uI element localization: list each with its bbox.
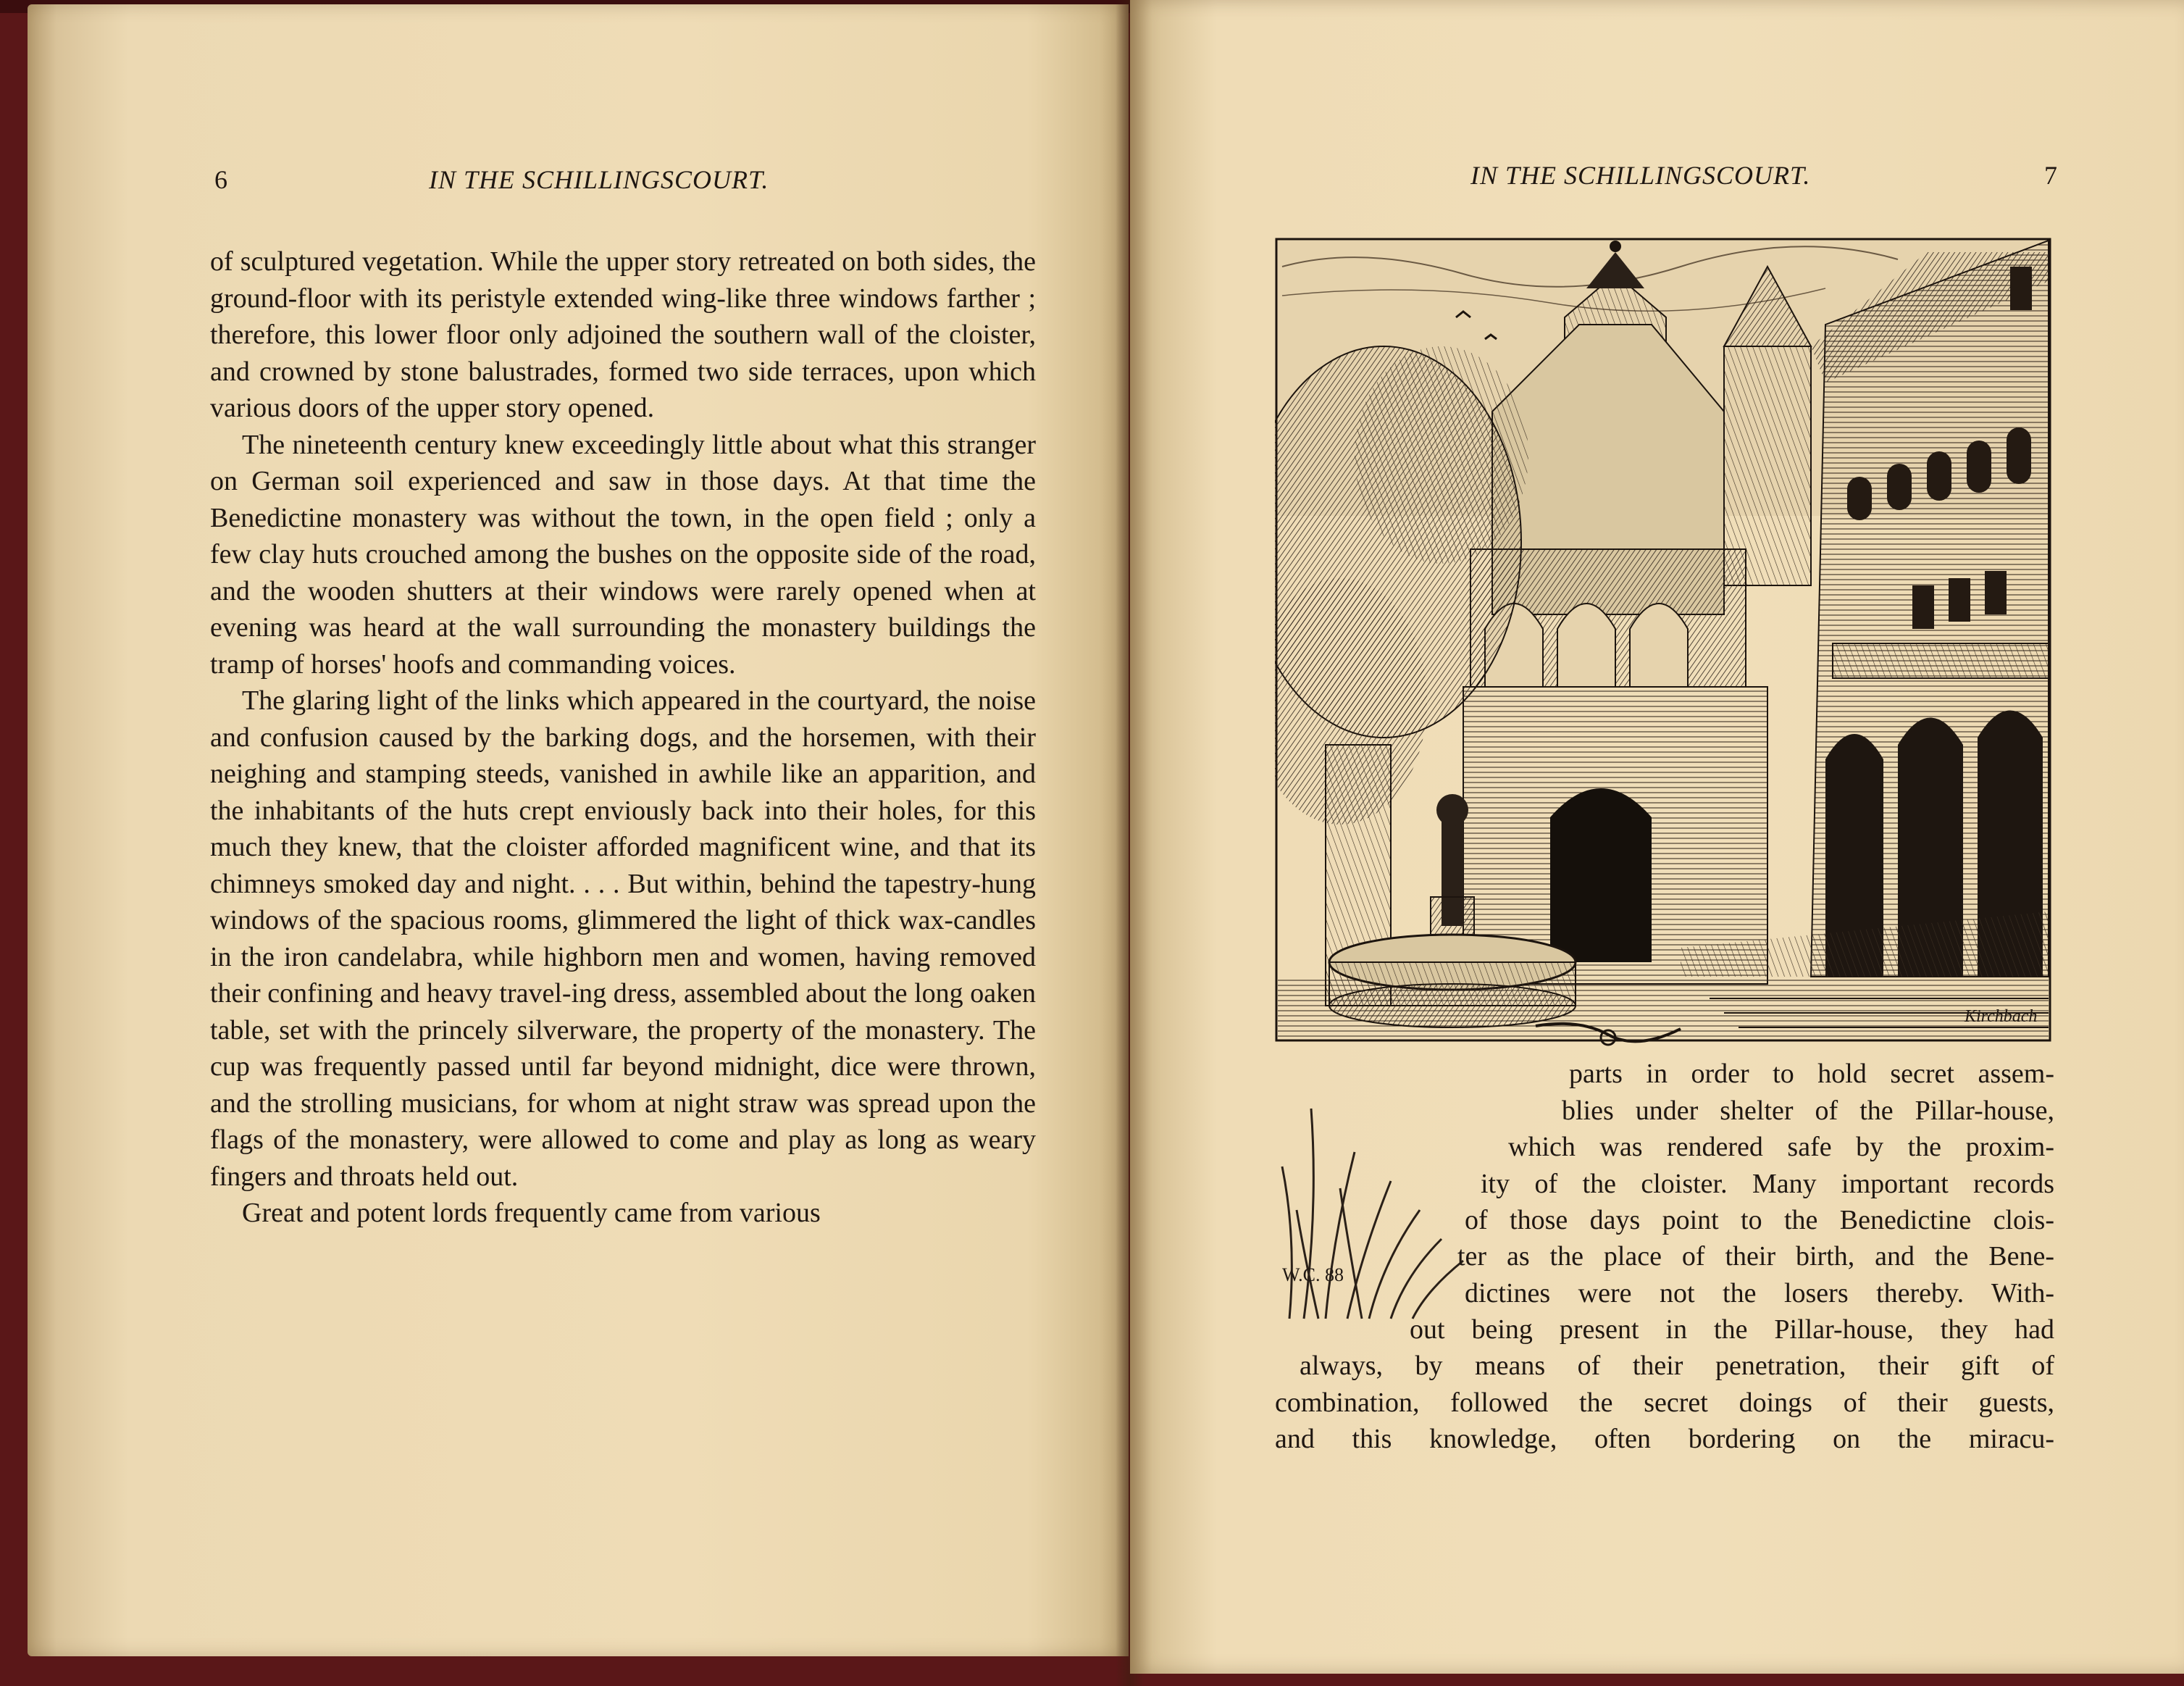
text-line: which was rendered safe by the proxim- <box>1508 1132 2054 1162</box>
courtyard-engraving-icon <box>1275 238 2051 1042</box>
text-line: out being present in the Pillar-house, they had <box>1410 1314 2054 1345</box>
right-running-title: IN THE SCHILLINGSCOURT. <box>1470 161 1811 190</box>
engraving-signature-left: W.C. 88 <box>1282 1264 1344 1285</box>
paragraph: of sculptured vegetation. While the upper story retreated on both sides, the ground-floor with its peristyle extended wing-like three windows farther ; therefore, this lower floor only adjoined the southern wall of the cloister, and crowned by stone balustrades, formed two side terraces, upon which various doors of the upper story opened. <box>210 246 1036 423</box>
paragraph: Great and potent lords frequently came from various <box>242 1198 821 1228</box>
text-line: blies under shelter of the Pillar-house, <box>1562 1096 2054 1126</box>
paragraph: The nineteenth century knew exceedingly little about what this stranger on German soil experienced and saw in those days. At that time the Benedictine monastery was without the town, in the open field ; only a few clay huts crouched among the bushes on the opposite side of the road, and the wooden shutters at their windows were rarely opened when at evening was heard at the wall surrounding the monastery buildings the tramp of horses' hoofs and commanding voices. <box>210 429 1036 680</box>
engraving-signature-right: Kirchbach <box>1965 1007 2038 1026</box>
left-page-body <box>210 243 1036 1232</box>
right-page <box>1130 0 2184 1674</box>
left-running-title: IN THE SCHILLINGSCOURT. <box>429 165 769 194</box>
text-line: combination, followed the secret doings of their guests, <box>1275 1387 2054 1418</box>
left-page <box>28 4 1129 1656</box>
text-line: ter as the place of their birth, and the Bene- <box>1457 1241 2054 1272</box>
text-line: dictines were not the losers thereby. With- <box>1465 1278 2054 1309</box>
text-line: of those days point to the Benedictine clois- <box>1465 1205 2054 1235</box>
text-line: parts in order to hold secret assem- <box>1569 1059 2054 1089</box>
text-line: ity of the cloister. Many important records <box>1481 1169 2054 1199</box>
text-line: and this knowledge, often bordering on the miracu- <box>1275 1424 2054 1454</box>
left-page-number: 6 <box>214 165 228 194</box>
right-page-number: 7 <box>2044 161 2058 190</box>
paragraph: The glaring light of the links which appeared in the courtyard, the noise and confusion caused by the barking dogs, and the horsemen, with their neighing and stamping steeds, vanished in awhile like an apparition, and the inhabitants of the huts crept enviously back into their holes, for this much they knew, that the cloister afforded magnificent wine, and that its chimneys smoked day and night. . . . But within, behind the tapestry-hung windows of the spacious rooms, glimmered the light of thick wax-candles in the iron candelabra, while highborn men and women, having removed their confining and heavy travel-ing dress, assembled about the long oaken table, set with the princely silverware, the property of the monastery. The cup was frequently passed until far beyond midnight, dice were thrown, and the strolling musicians, for whom at night straw was spread upon the flags of the monastery, were allowed to come and play as long as weary fingers and throats held out. <box>210 685 1036 1192</box>
text-line: always, by means of their penetration, their gift of <box>1300 1351 2054 1381</box>
